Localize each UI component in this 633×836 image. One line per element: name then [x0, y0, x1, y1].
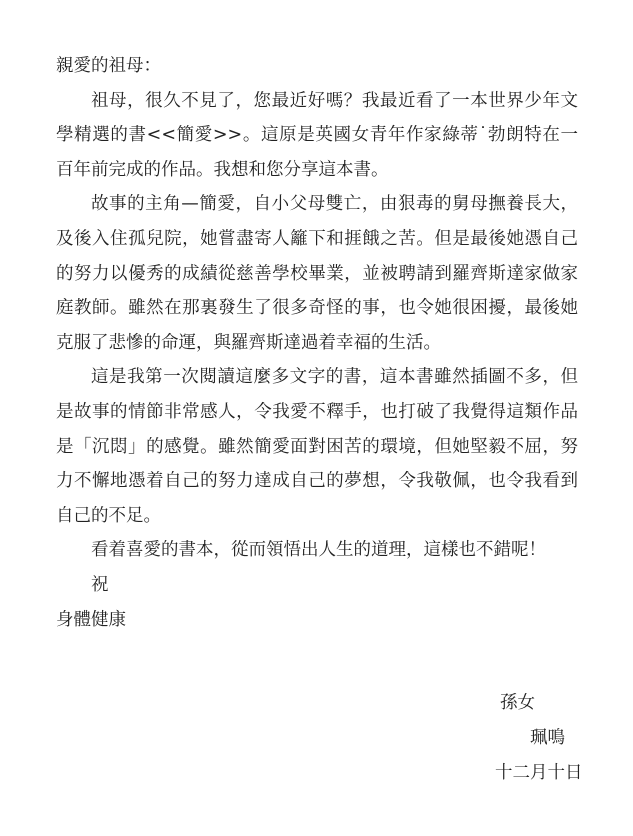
signature-name: 珮鳴	[530, 728, 565, 748]
signature-relation: 孫女	[500, 693, 535, 713]
letter-body	[56, 49, 578, 637]
signature-date: 十二月十日	[495, 763, 583, 783]
paragraph-story-summary: 故事的主角—簡愛，自小父母雙亡，由狠毒的舅母撫養長大，及後入住孤兒院，她嘗盡寄人籬下和捱餓之苦。但是最後她憑自己的努力以優秀的成績從慈善學校畢業，並被聘請到羅齊斯達家做家庭教師。雖然在那裏發生了很多奇怪的事，也令她很困擾，最後她克服了悲慘的命運，與羅齊斯達過着幸福的生活。	[56, 194, 578, 353]
closing: 祝	[91, 574, 109, 595]
closing-wish: 身體健康	[56, 609, 126, 630]
salutation: 親愛的祖母：	[56, 56, 161, 76]
paragraph-conclusion: 看着喜愛的書本，從而領悟出人生的道理，這樣也不錯呢！	[91, 540, 546, 561]
paragraph-greeting: 祖母，很久不見了，您最近好嗎？我最近看了一本世界少年文學精選的書<<簡愛>>。這原是英國女青年作家綠蒂˙勃朗特在一百年前完成的作品。我想和您分享這本書。	[56, 90, 578, 180]
paragraph-reflection: 這是我第一次閱讀這麼多文字的書，這本書雖然插圖不多，但是故事的情節非常感人，令我愛不釋手，也打破了我覺得這類作品是「沉悶」的感覺。雖然簡愛面對困苦的環境，但她堅毅不屈，努力不懈地憑着自己的努力達成自己的夢想，令我敬佩，也令我看到自己的不足。	[56, 367, 578, 526]
